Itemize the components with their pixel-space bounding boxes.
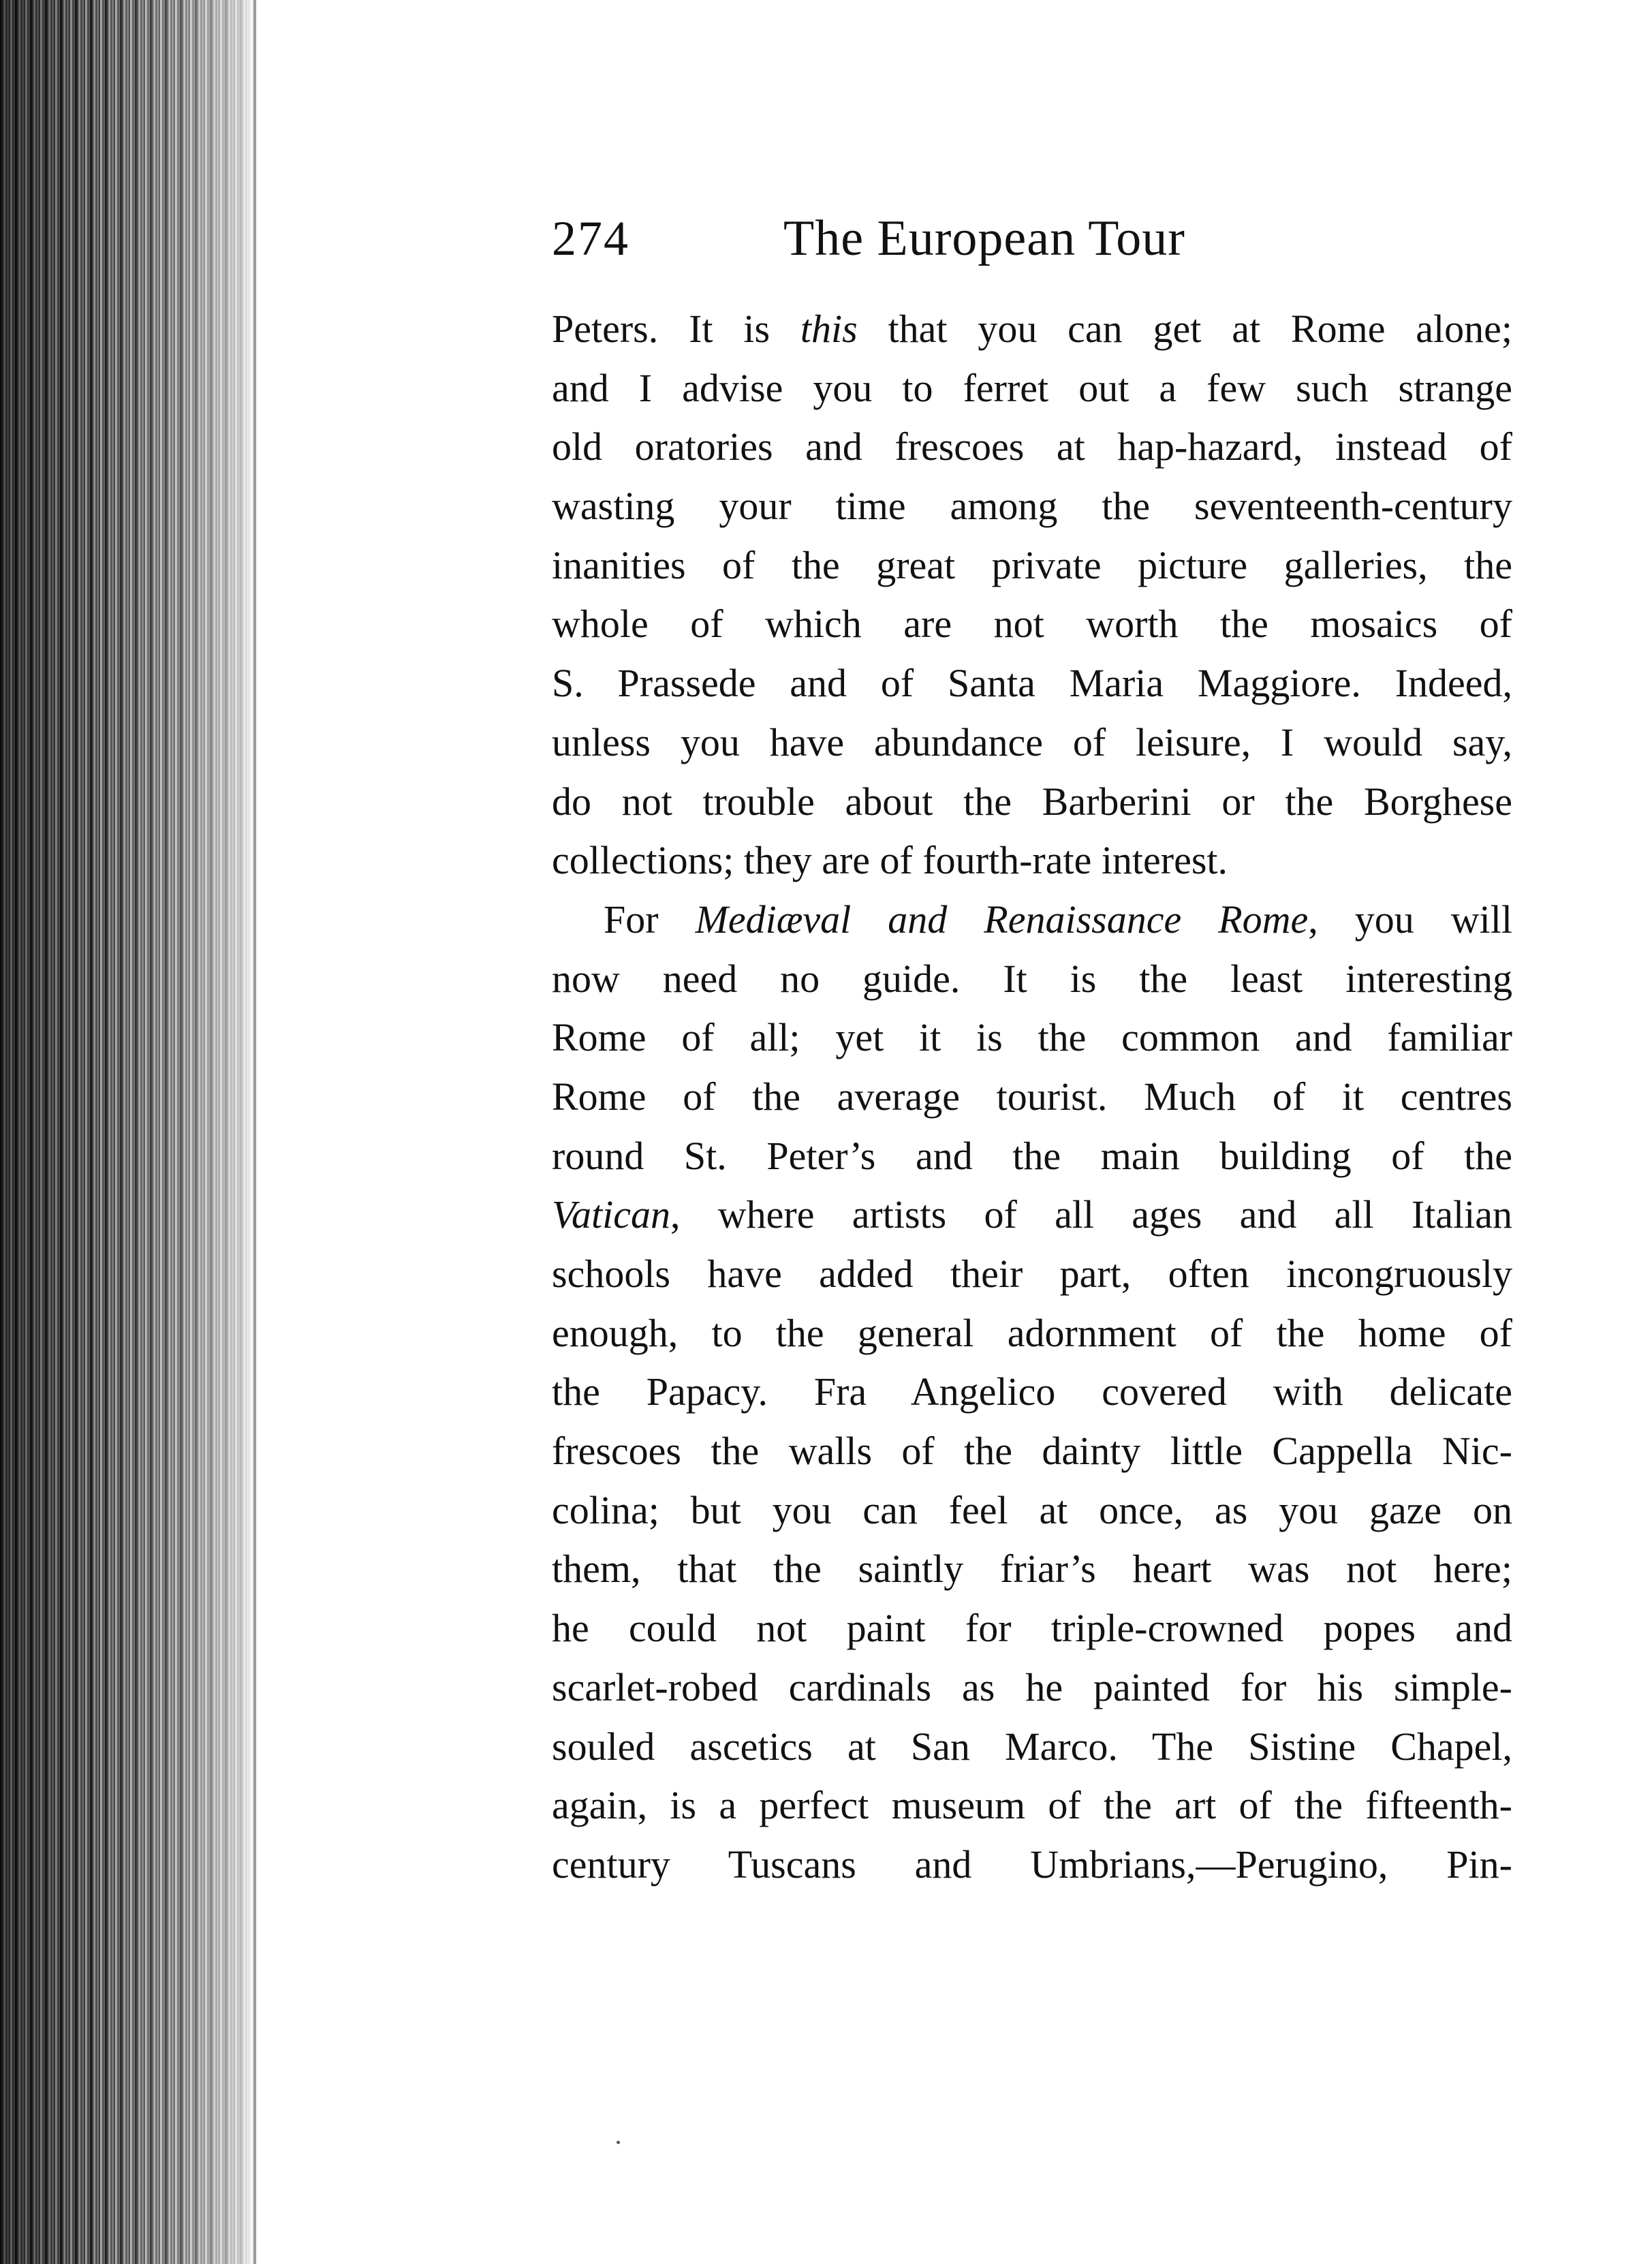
running-title: The European Tour — [783, 211, 1185, 266]
page-number: 274 — [552, 211, 629, 266]
text-line: he could not paint for triple-crowned popes and — [552, 1606, 1512, 1651]
text-line — [552, 890, 1512, 950]
text-segment: Peters. It is — [552, 307, 800, 351]
text-line: unless you have abundance of leisure, I would say, — [552, 719, 1512, 764]
emphasis-text: this — [800, 307, 858, 351]
text-line: wasting your time among the seventeenth-century — [552, 484, 1512, 529]
text-line: enough, to the general adornment of the home of — [552, 1310, 1512, 1355]
text-segment: , where artists of all ages and all Italian — [670, 1192, 1512, 1237]
text-line: Rome of the average tourist. Much of it centres — [552, 1074, 1512, 1119]
text-line: S. Prassede and of Santa Maria Maggiore. Indeed, — [552, 661, 1512, 706]
text-line: the Papacy. Fra Angelico covered with delicate — [552, 1369, 1512, 1414]
text-line: Rome of all; yet it is the common and familiar — [552, 1015, 1512, 1060]
text-line: do not trouble about the Barberini or the Borghese — [552, 779, 1512, 824]
text-line: frescoes the walls of the dainty little Cappella Nic- — [552, 1429, 1512, 1474]
page-header — [552, 208, 1533, 269]
text-line — [552, 1185, 1512, 1245]
text-line: whole of which are not worth the mosaics of — [552, 602, 1512, 647]
emphasis-text: Vatican — [552, 1192, 670, 1237]
ink-speck — [617, 2141, 620, 2144]
text-line — [552, 300, 1512, 359]
book-page-edges — [0, 0, 259, 2264]
emphasis-text: Mediæval and Renaissance Rome — [695, 897, 1309, 942]
text-line: schools have added their part, often incongruously — [552, 1252, 1512, 1296]
text-line: century Tuscans and Umbrians,—Perugino, Pin- — [552, 1842, 1512, 1887]
text-line: colina; but you can feel at once, as you gaze on — [552, 1487, 1512, 1532]
text-line: old oratories and frescoes at hap-hazard, instead of — [552, 424, 1512, 469]
text-line: now need no guide. It is the least interesting — [552, 956, 1512, 1001]
text-segment: that you can get at Rome alone; — [857, 307, 1512, 351]
page-gutter — [253, 0, 256, 2264]
text-segment: For — [604, 897, 696, 942]
text-line: souled ascetics at San Marco. The Sistine Chapel, — [552, 1724, 1512, 1769]
text-line: inanities of the great private picture galleries, the — [552, 542, 1512, 587]
text-line: them, that the saintly friar’s heart was not here; — [552, 1547, 1512, 1592]
text-segment: , you will — [1308, 897, 1512, 942]
body-text — [552, 300, 1512, 1895]
text-line: collections; they are of fourth-rate interest. — [552, 838, 1228, 883]
text-line: again, is a perfect museum of the art of the fifteenth- — [552, 1783, 1512, 1828]
paragraph-1 — [552, 300, 1512, 890]
paragraph-2 — [552, 890, 1512, 1895]
text-line: and I advise you to ferret out a few such strange — [552, 365, 1512, 410]
text-line: scarlet-robed cardinals as he painted for his simple- — [552, 1664, 1512, 1709]
text-line: round St. Peter’s and the main building of the — [552, 1133, 1512, 1178]
